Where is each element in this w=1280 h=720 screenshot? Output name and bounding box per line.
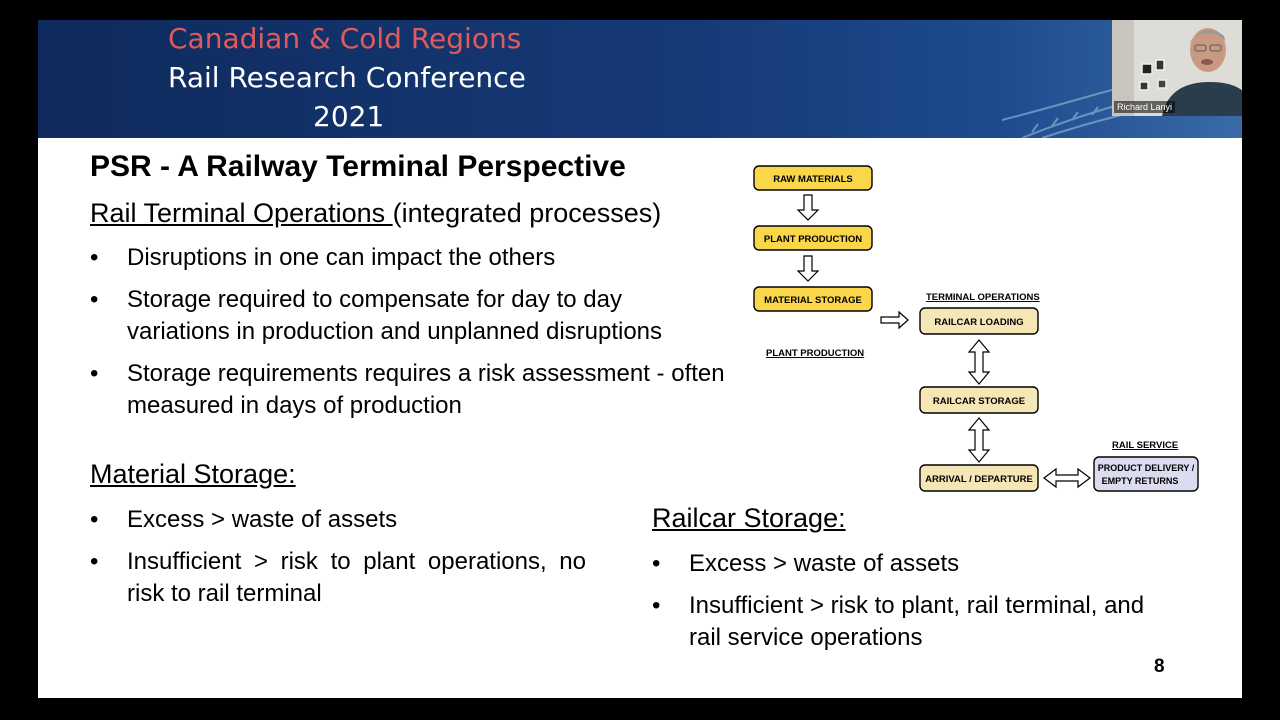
railcar-storage-list (652, 548, 1172, 664)
list-item: • Insufficient > risk to plant operations, no risk to rail terminal (90, 546, 586, 610)
plant-production-section-label: PLANT PRODUCTION (766, 348, 865, 359)
banner-line-1: Canadian & Cold Regions (168, 22, 522, 55)
railcar-storage-heading (652, 503, 846, 534)
list-item: • Excess > waste of assets (652, 548, 1172, 580)
list-item: • Disruptions in one can impact the others (90, 242, 730, 274)
list-item: • Storage required to compensate for day to day variations in production and unplanned disruptions (90, 284, 730, 348)
heading-underlined-part: Rail Terminal Operations (90, 198, 393, 228)
banner-line-2: Rail Research Conference (168, 61, 526, 94)
arrow-down-icon (798, 195, 818, 220)
terminal-process-flow-diagram (748, 160, 1208, 500)
arrival-departure-label: ARRIVAL / DEPARTURE (925, 474, 1033, 485)
conference-banner (38, 20, 1242, 138)
double-arrow-icon (969, 340, 989, 384)
page-number: 8 (1154, 656, 1165, 677)
arrow-down-icon (798, 256, 818, 281)
material-storage-label: MATERIAL STORAGE (764, 295, 862, 306)
product-delivery-label-line1: PRODUCT DELIVERY / (1097, 463, 1195, 473)
plant-production-label: PLANT PRODUCTION (763, 234, 863, 245)
participant-name: Richard Lanyi (1114, 101, 1175, 113)
rail-service-section-label: RAIL SERVICE (1112, 440, 1179, 451)
material-storage-heading-text: Material Storage: (90, 459, 296, 489)
horizontal-double-arrow-icon (1044, 469, 1090, 487)
presentation-slide (38, 20, 1242, 698)
railcar-loading-label: RAILCAR LOADING (934, 317, 1024, 328)
terminal-operations-section-label: TERMINAL OPERATIONS (926, 292, 1040, 303)
arrow-right-icon (881, 312, 908, 328)
material-storage-list (90, 504, 586, 620)
rail-terminal-operations-heading (90, 198, 661, 229)
railcar-storage-label: RAILCAR STORAGE (932, 396, 1026, 407)
heading-rest-part: (integrated processes) (392, 198, 662, 228)
product-delivery-label-line2: EMPTY RETURNS (1101, 476, 1179, 486)
participant-video-tile[interactable] (1112, 20, 1242, 116)
raw-materials-label: RAW MATERIALS (773, 174, 853, 185)
list-item: • Storage requirements requires a risk assessment - often measured in days of production (90, 358, 730, 422)
banner-year: 2021 (313, 100, 385, 133)
list-item: • Insufficient > risk to plant, rail terminal, and rail service operations (652, 590, 1172, 654)
railcar-storage-heading-text: Railcar Storage: (652, 503, 846, 533)
slide-title: PSR - A Railway Terminal Perspective (90, 150, 626, 183)
double-arrow-icon (969, 418, 989, 462)
terminal-operations-list (90, 242, 730, 432)
material-storage-heading (90, 459, 296, 490)
list-item: • Excess > waste of assets (90, 504, 586, 536)
